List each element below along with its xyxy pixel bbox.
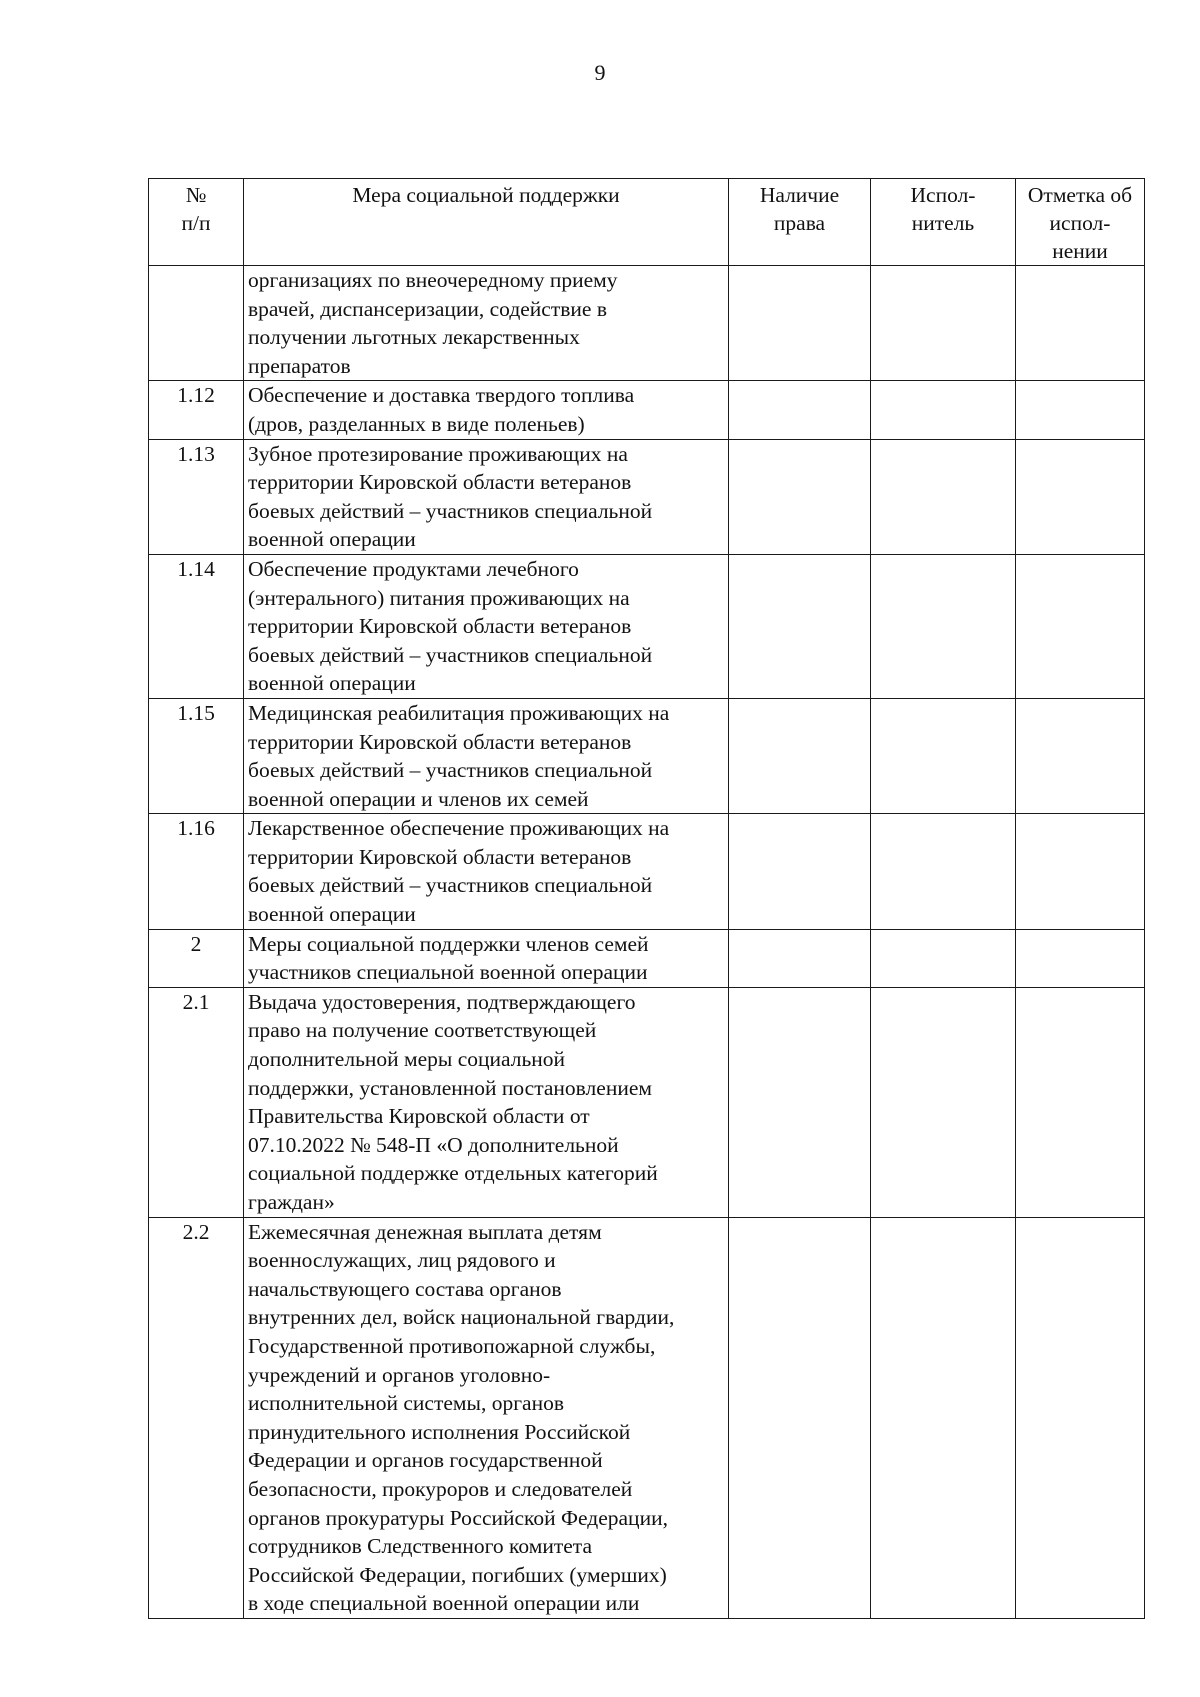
row-measure: Меры социальной поддержки членов семей участников специальной военной операции — [244, 929, 729, 987]
row-right-cell — [729, 554, 871, 698]
table-row — [149, 554, 1145, 698]
row-number: 2.2 — [149, 1217, 244, 1618]
table-row — [149, 439, 1145, 554]
row-number: 1.13 — [149, 439, 244, 554]
row-right-cell — [729, 439, 871, 554]
row-right-cell — [729, 987, 871, 1217]
column-header-number: № п/п — [149, 179, 244, 266]
table-row — [149, 381, 1145, 439]
row-measure: Медицинская реабилитация проживающих на территории Кировской области ветеранов боевых действий – участников специальной военной операции и членов их семей — [244, 698, 729, 813]
row-executor-cell — [871, 929, 1016, 987]
row-number: 1.16 — [149, 814, 244, 929]
table-header-row — [149, 179, 1145, 266]
row-executor-cell — [871, 266, 1016, 381]
row-measure: организациях по внеочередному приему врачей, диспансеризации, содействие в получении льготных лекарственных препаратов — [244, 266, 729, 381]
row-executor-cell — [871, 987, 1016, 1217]
row-number: 2.1 — [149, 987, 244, 1217]
row-number: 1.15 — [149, 698, 244, 813]
row-right-cell — [729, 266, 871, 381]
row-measure: Лекарственное обеспечение проживающих на территории Кировской области ветеранов боевых действий – участников специальной военной операции — [244, 814, 729, 929]
row-executor-cell — [871, 439, 1016, 554]
column-header-completion-mark: Отметка об испол- нении — [1016, 179, 1145, 266]
page-number: 9 — [594, 60, 606, 85]
row-mark-cell — [1016, 987, 1145, 1217]
table-row — [149, 987, 1145, 1217]
row-executor-cell — [871, 1217, 1016, 1618]
row-right-cell — [729, 381, 871, 439]
row-executor-cell — [871, 381, 1016, 439]
column-header-measure: Мера социальной поддержки — [244, 179, 729, 266]
table-row — [149, 814, 1145, 929]
row-mark-cell — [1016, 266, 1145, 381]
row-right-cell — [729, 1217, 871, 1618]
row-executor-cell — [871, 698, 1016, 813]
row-mark-cell — [1016, 814, 1145, 929]
row-right-cell — [729, 814, 871, 929]
column-header-executor: Испол- нитель — [871, 179, 1016, 266]
row-mark-cell — [1016, 554, 1145, 698]
row-number: 1.14 — [149, 554, 244, 698]
column-header-right: Наличие права — [729, 179, 871, 266]
row-mark-cell — [1016, 381, 1145, 439]
row-mark-cell — [1016, 929, 1145, 987]
row-number: 1.12 — [149, 381, 244, 439]
row-executor-cell — [871, 814, 1016, 929]
row-measure: Обеспечение и доставка твердого топлива (дров, разделанных в виде поленьев) — [244, 381, 729, 439]
row-right-cell — [729, 698, 871, 813]
table-row — [149, 929, 1145, 987]
row-right-cell — [729, 929, 871, 987]
row-measure: Зубное протезирование проживающих на территории Кировской области ветеранов боевых действий – участников специальной военной операции — [244, 439, 729, 554]
table-row — [149, 266, 1145, 381]
row-number — [149, 266, 244, 381]
row-executor-cell — [871, 554, 1016, 698]
row-mark-cell — [1016, 698, 1145, 813]
table-row — [149, 1217, 1145, 1618]
row-measure: Выдача удостоверения, подтверждающего право на получение соответствующей дополнительной меры социальной поддержки, установленной постановлением Правительства Кировской области от 07.10.2022 № 548-П «О дополнительной социальной поддержке отдельных категорий граждан» — [244, 987, 729, 1217]
row-measure: Обеспечение продуктами лечебного (энтерального) питания проживающих на территории Кировской области ветеранов боевых действий – участников специальной военной операции — [244, 554, 729, 698]
row-measure: Ежемесячная денежная выплата детям военнослужащих, лиц рядового и начальствующего состава органов внутренних дел, войск национальной гвардии, Государственной противопожарной службы, учреждений и органов уголовно- исполнительной системы, органов принудительного исполнения Российской Федерации и органов государственной безопасности, прокуроров и следователей органов прокуратуры Российской Федерации, сотрудников Следственного комитета Российской Федерации, погибших (умерших) в ходе специальной военной операции или — [244, 1217, 729, 1618]
row-number: 2 — [149, 929, 244, 987]
row-mark-cell — [1016, 1217, 1145, 1618]
table-row — [149, 698, 1145, 813]
row-mark-cell — [1016, 439, 1145, 554]
social-support-table — [148, 178, 1145, 1619]
